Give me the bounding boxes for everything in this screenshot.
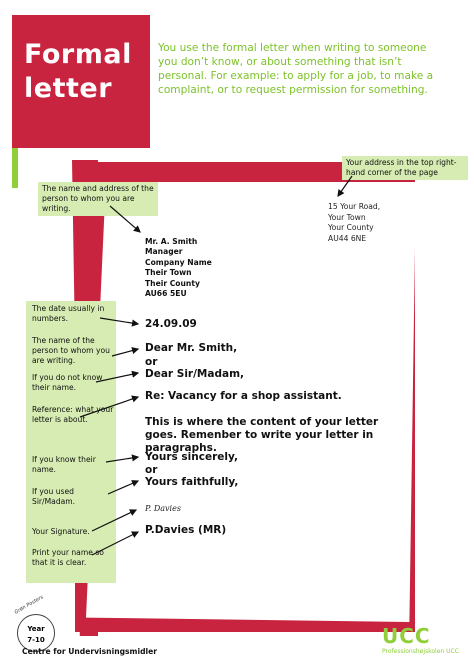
note-name-unknown: If you do not know their name. — [32, 373, 103, 392]
sender-address-line: Your County — [328, 223, 374, 232]
arrow-recipient — [110, 206, 140, 232]
letter-date: 24.09.09 — [145, 318, 197, 330]
badge-year: Year — [27, 625, 45, 633]
reference-line: Re: Vacancy for a shop assistant. — [145, 390, 342, 402]
closing-or: or — [145, 464, 158, 476]
ucc-logo: UCC — [382, 624, 431, 648]
recipient-address-line: Company Name — [145, 257, 212, 267]
note-recipient: The name and address of the person to whom you are writing. — [38, 182, 158, 216]
handwritten-signature: P. Davies — [145, 504, 181, 513]
note-know-name: If you know their name. — [32, 455, 96, 474]
sender-address-line: 15 Your Road, — [328, 202, 381, 211]
printed-name: P.Davies (MR) — [145, 524, 227, 536]
title-line-2: letter — [24, 73, 113, 104]
note-used-sir: If you used Sir/Madam. — [32, 487, 76, 506]
badge-range: 7-10 — [27, 636, 45, 644]
note-reference: Reference: what your letter is about. — [32, 405, 114, 424]
sender-address-line: Your Town — [328, 212, 366, 222]
intro-text: You use the formal letter when writing to someone you don’t know, or about something that isn’t personal. For example: to apply for a job, to make a complaint, or to request permission for something. — [158, 42, 434, 96]
recipient-address-line: Manager — [145, 247, 183, 257]
closing-faithfully: Yours faithfully, — [145, 476, 239, 488]
recipient-address-line: Their Town — [145, 268, 192, 278]
publisher-name: Centre for Undervisningsmidler — [22, 647, 158, 656]
title-line-1: Formal — [24, 39, 132, 70]
arrow-your-address — [338, 176, 352, 196]
note-print-name: Print your name so that it is clear. — [32, 548, 104, 567]
arrow-reference — [80, 397, 138, 417]
arrow-name-unknown — [96, 373, 138, 382]
recipient-address-line: Mr. A. Smith — [145, 237, 198, 246]
note-name-known: The name of the person to whom you are writing. — [32, 336, 110, 365]
badge-arc-text: Grøn Posters — [13, 594, 45, 616]
recipient-address-line: Their County — [145, 278, 200, 288]
arrow-know-name — [106, 457, 138, 462]
greeting-known: Dear Mr. Smith, — [145, 342, 238, 354]
note-your-address: Your address in the top right-hand corner of the page — [342, 156, 468, 180]
letter-body: This is where the content of your letter goes. Remenber to write your letter in paragraphs. — [145, 416, 379, 454]
sender-address-line: AU44 6NE — [328, 233, 367, 243]
recipient-address-line: AU66 5EU — [145, 289, 187, 299]
arrow-print-name — [92, 532, 138, 555]
arrow-name-known — [112, 349, 138, 356]
arrow-signature — [92, 510, 136, 531]
arrow-date — [100, 318, 138, 324]
greeting-or: or — [145, 356, 158, 368]
arrow-used-sir — [108, 481, 138, 494]
closing-sincerely: Yours sincerely, — [145, 451, 238, 463]
note-date: The date usually in numbers. — [32, 304, 105, 323]
ucc-logo-subtitle: Professionshøjskolen UCC — [382, 648, 459, 655]
note-signature: Your Signature. — [32, 527, 90, 536]
greeting-unknown: Dear Sir/Madam, — [145, 368, 244, 380]
